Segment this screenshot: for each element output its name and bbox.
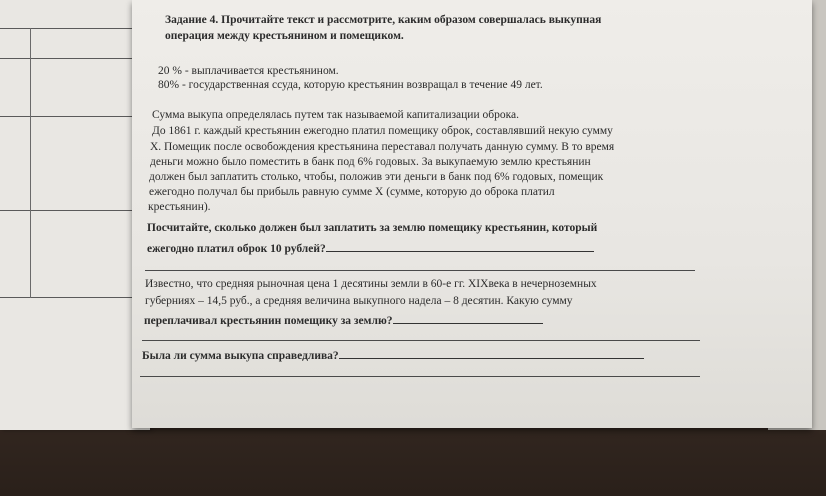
- task-title-line: операция между крестьянином и помещиком.: [165, 30, 404, 42]
- question-2-text: переплачивал крестьянин помещику за землю?: [144, 315, 393, 327]
- task-title: [165, 12, 601, 44]
- body-line: Сумма выкупа определялась путем так называемой капитализации оброка.: [152, 109, 519, 121]
- question-1-line: Посчитайте, сколько должен был заплатить за землю помещику крестьянин, который: [147, 222, 598, 234]
- question-2-line: губерниях – 14,5 руб., а средняя величина выкупного надела – 8 десятин. Какую сумму: [145, 295, 573, 307]
- answer-1-line[interactable]: [145, 270, 695, 271]
- body-line: Х. Помещик после освобождения крестьянина переставал получать данную сумму. В то время: [150, 141, 615, 153]
- answer-2-blank[interactable]: [393, 312, 543, 324]
- question-2-line: Известно, что средняя рыночная цена 1 десятины земли в 60-е гг. XIXвека в нечерноземных: [145, 278, 597, 290]
- task-title-line: Задание 4. Прочитайте текст и рассмотрите, каким образом совершалась выкупная: [165, 14, 602, 26]
- grid-line: [30, 28, 31, 298]
- fact-line: 20 % - выплачивается крестьянином.: [158, 65, 339, 77]
- question-1-text: ежегодно платил оброк 10 рублей?: [147, 243, 326, 255]
- grid-line: [0, 28, 150, 29]
- answer-2-line[interactable]: [142, 340, 700, 341]
- grid-line: [0, 58, 150, 59]
- grid-line: [0, 116, 150, 117]
- fact-line: 80% - государственная ссуда, которую крестьянин возвращал в течение 49 лет.: [158, 79, 543, 91]
- body-line: деньги можно было поместить в банк под 6% годовых. За выкупаемую землю крестьянин: [150, 156, 591, 168]
- question-3-line: [142, 347, 644, 362]
- grid-line: [0, 210, 150, 211]
- body-line: крестьянин).: [148, 201, 211, 213]
- answer-3-line[interactable]: [140, 376, 700, 377]
- grid-line: [0, 297, 150, 298]
- left-worksheet: [0, 0, 150, 430]
- body-line: должен был заплатить столько, чтобы, положив эти деньги в банк под 6% годовых, помещик: [149, 171, 604, 183]
- question-3-text: Была ли сумма выкупа справедлива?: [142, 350, 339, 362]
- body-line: ежегодно получал бы прибыль равную сумме Х (сумме, которую до оброка платил: [149, 186, 555, 198]
- answer-1-blank[interactable]: [326, 240, 594, 252]
- question-1-line: [147, 240, 594, 255]
- answer-3-blank[interactable]: [339, 347, 644, 359]
- body-line: До 1861 г. каждый крестьянин ежегодно платил помещику оброк, составлявший некую сумму: [152, 125, 613, 137]
- question-2-line: [144, 312, 543, 327]
